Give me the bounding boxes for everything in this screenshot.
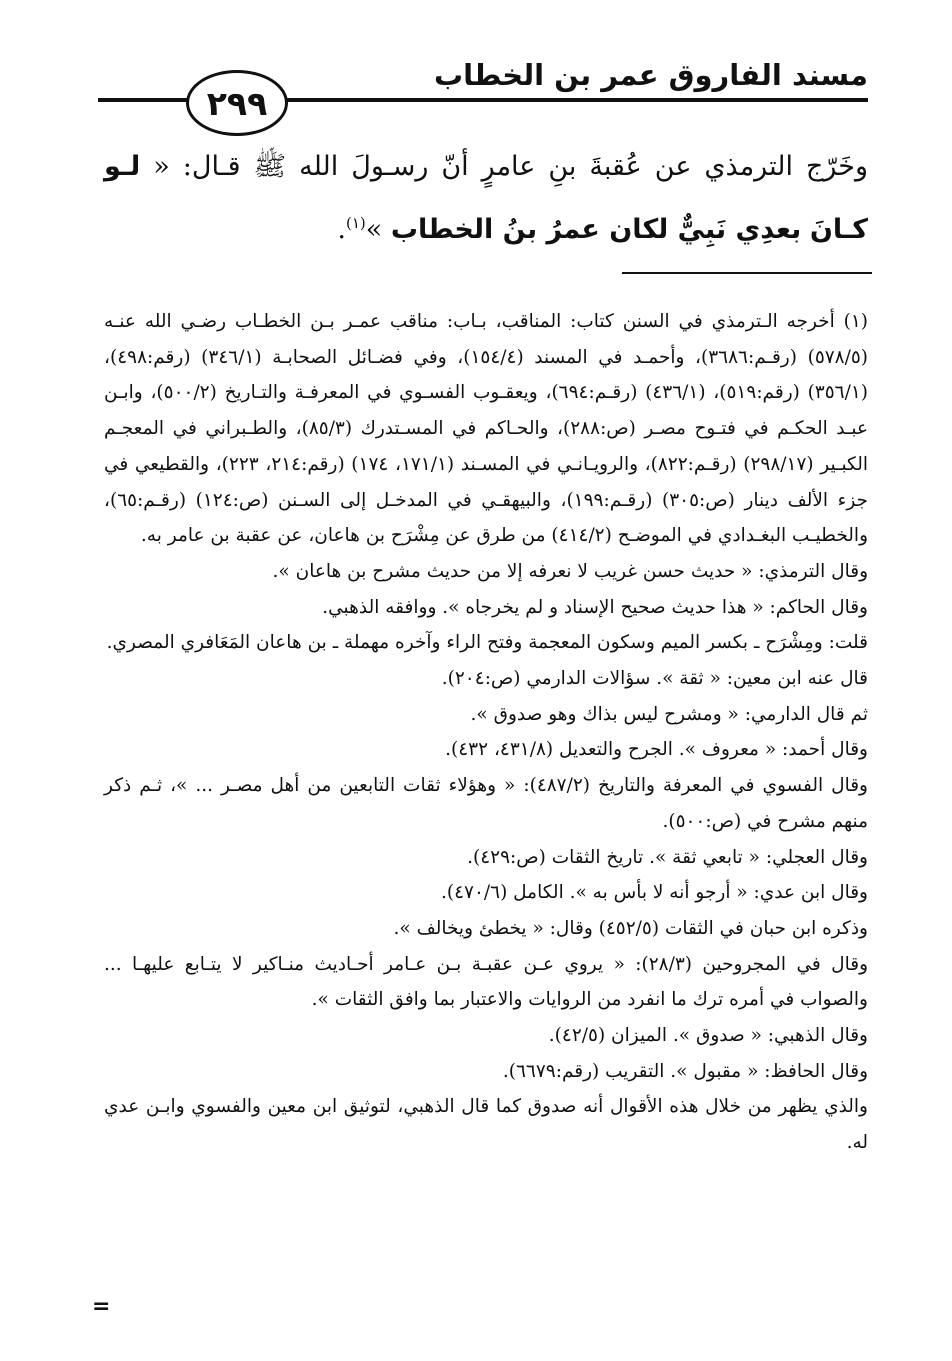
footnote-paragraph: وذكره ابن حبان في الثقات (٤٥٢/٥) وقال: « يخطئ ويخالف ». [393, 917, 868, 939]
footnote-paragraph: وقال الحافظ: « مقبول ». التقريب (رقم:٦٦٧٩). [502, 1060, 868, 1082]
footnotes [104, 304, 868, 1161]
sentence-end: . [337, 214, 346, 245]
footnote-paragraph: والذي يظهر من خلال هذه الأقوال أنه صدوق كما قال الذهبي، لتوثيق ابن معين والفسوي وابـن عدي له. [104, 1096, 868, 1154]
book-title: مسند الفاروق عمر بن الخطاب [434, 58, 868, 92]
footnote-paragraph: وقال في المجروحين (٢٨/٣): « يروي عـن عقبـة بـن عـامر أحـاديث منـاكير لا يتـابع عليهـا ... والصواب في أمره ترك ما انفرد من الروايات والاعتبار بما وافق الثقات ». [104, 953, 869, 1011]
footnote-paragraph: وقال ابن عدي: « أرجو أنه لا بأس به ». الكامل (٤٧٠/٦). [440, 882, 868, 904]
quote-close: » [365, 214, 383, 245]
footnote-paragraph: (١) أخرجه الـترمذي في السنن كتاب: المناقب، بـاب: مناقب عمـر بـن الخطـاب رضـي الله عنـه (٥٧٨/٥) (رقـم:٣٦٨٦)، وأحمـد في المسند (١٥٤/٤)، وفي فضـائل الصحابـة (٣٤٦/١) (رقم:٤٩٨)، (٣٥٦/١) (رقم:٥١٩)، (٤٣٦/١) (رقـم:٦٩٤)، ويعقـوب الفسـوي في المعرفـة والتـاريخ (٥٠٠/٢)، وابـن عبـد الحكـم في فتـوح مصـر (ص:٢٨٨)، والحـاكم في المسـتدرك (٨٥/٣)، والطـبراني في المعجـم الكبـير (٢٩٨/١٧) (رقـم:٨٢٢)، والرويـانـي في المسـند (١٧١/١، ١٧٤) (رقم:٢١٤، ٢٢٣)، والقطيعي في جزء الألف دينار (ص:٣٠٥) (رقـم:١٩٩)، والبيهقـي في المدخـل إلى السـنن (ص:١٢٤) (رقـم:٦٥)، والخطيـب البغـدادي في الموضـح (٤١٤/٢) من طرق عن مِشْرَح بن هاعان، عن عقبة بن عامر به. [104, 311, 869, 547]
page-number: ٢٩٩ [186, 70, 288, 136]
continuation-mark: = [92, 1294, 111, 1319]
footnote-paragraph: قال عنه ابن معين: « ثقة ». سؤالات الدارمي (ص:٢٠٤). [441, 668, 868, 690]
footnote-paragraph: ثم قال الدارمي: « ومشرح ليس بذاك وهو صدوق ». [470, 703, 868, 725]
hadith-quote-end: بعدِي نَبِيٌّ لكان عمرُ بنُ الخطاب [390, 214, 802, 245]
footnote-paragraph: وقال الحاكم: « هذا حديث صحيح الإسناد و لم يخرجاه ». ووافقه الذهبي. [322, 596, 868, 618]
hadith-text [104, 138, 868, 258]
footnote-separator [622, 272, 872, 274]
footnote-paragraph: وقال الترمذي: « حديث حسن غريب لا نعرفه إلا من حديث مشرح بن هاعان ». [272, 560, 868, 582]
footnote-paragraph: قلت: ومِشْرَح ـ بكسر الميم وسكون المعجمة وفتح الراء وآخره مهملة ـ بن هاعان المَعَافري المصري. [106, 632, 868, 654]
footnote-paragraph: وقال العجلي: « تابعي ثقة ». تاريخ الثقات (ص:٤٢٩). [467, 846, 868, 868]
footnote-ref: (١) [345, 214, 366, 232]
hadith-quote-start: لـو كـانَ [104, 151, 868, 245]
footnote-paragraph: وقال الذهبي: « صدوق ». الميزان (٤٢/٥). [548, 1025, 868, 1047]
footnote-paragraph: وقال الفسوي في المعرفة والتاريخ (٤٨٧/٢): « وهؤلاء ثقات التابعين من أهل مصـر ... »، ثـم ذكر منهم مشرح في (ص:٥٠٠). [104, 775, 868, 832]
hadith-intro: وخَرّج الترمذي عن عُقبةَ بنِ عامرٍ أنّ رسـولَ الله ﷺ قـال: « [153, 151, 868, 182]
footnote-paragraph: وقال أحمد: « معروف ». الجرح والتعديل (٤٣١/٨، ٤٣٢). [445, 739, 868, 761]
